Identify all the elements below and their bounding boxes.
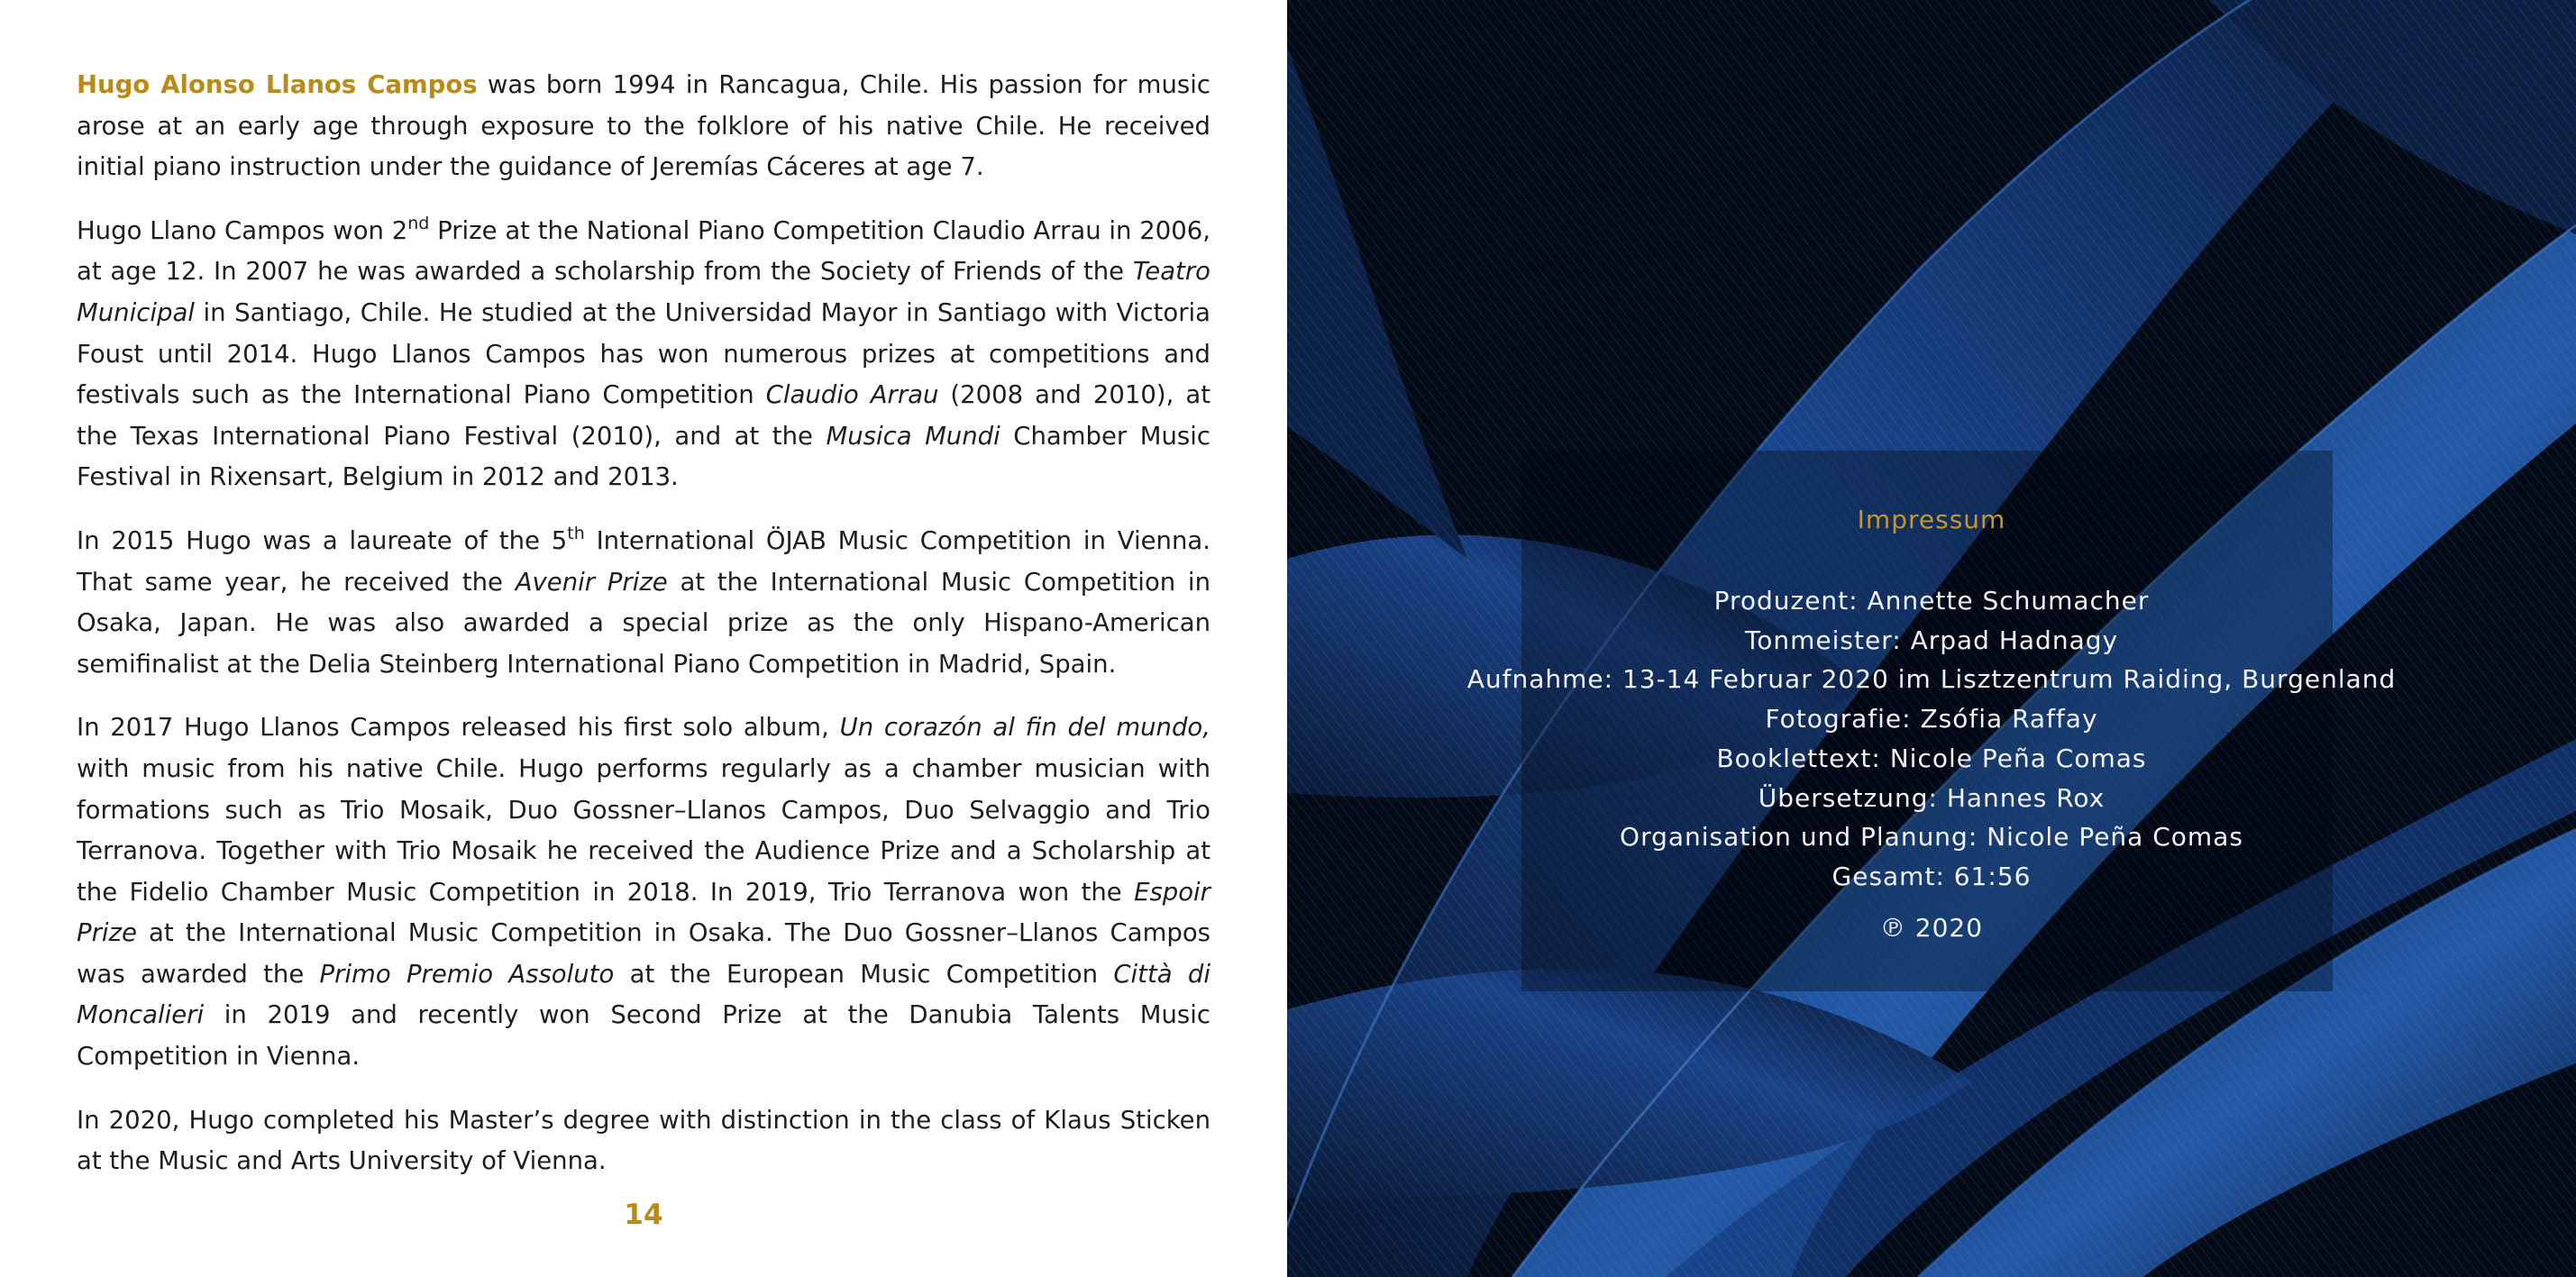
- text-segment: Prize at the National Piano Competition Claudio Arrau in 2006, at age 12. In 2007 he was awarded a scholarship from the Society of Friends of the: [77, 215, 1210, 287]
- text-segment: In 2017 Hugo Llanos Campos released his first solo album,: [77, 713, 840, 743]
- text-segment: Un corazón al fin del mundo,: [839, 713, 1210, 743]
- credits-list: [1287, 581, 2576, 897]
- text-segment: th: [567, 523, 585, 543]
- artist-name: Hugo Alonso Llanos Campos: [77, 70, 478, 99]
- text-segment: Musica Mundi: [826, 421, 1000, 451]
- left-page: [0, 0, 1287, 1277]
- biography-text: [77, 65, 1210, 1205]
- credit-line: Tonmeister: Arpad Hadnagy: [1744, 625, 2119, 655]
- text-segment: Hugo Llano Campos won 2: [77, 215, 408, 245]
- bio-paragraph: [77, 211, 1210, 498]
- bio-paragraph: [77, 1100, 1210, 1182]
- credit-line: Gesamt: 61:56: [1832, 861, 2032, 891]
- bio-paragraph: [77, 521, 1210, 685]
- right-page: [1287, 0, 2576, 1277]
- text-segment: with music from his native Chile. Hugo performs regularly as a chamber musician with formations such as Trio Mosaik, Duo Gossner–Llanos Campos, Duo Selvaggio and Trio Terranova. Together with Trio Mosaik he received the Audience Prize and a Scholarship at the Fidelio Chamber Music Competition in 2018. In 2019, Trio Terranova won the: [77, 753, 1210, 907]
- bio-paragraph: [77, 707, 1210, 1077]
- text-segment: Chamber Music Festival in Rixensart, Belgium in 2012 and 2013.: [77, 421, 1210, 492]
- impressum-block: [1287, 505, 2576, 947]
- bio-paragraph: [77, 65, 1210, 188]
- text-segment: at the European Music Competition: [614, 959, 1114, 989]
- text-segment: Avenir Prize: [515, 567, 668, 597]
- copyright-notice: ℗ 2020: [1879, 912, 1984, 943]
- credit-line: Fotografie: Zsófia Raffay: [1765, 704, 2098, 734]
- page-number: 14: [624, 1199, 663, 1231]
- text-segment: Espoir Prize: [77, 877, 1210, 948]
- text-segment: In 2015 Hugo was a laureate of the 5: [77, 525, 568, 555]
- text-segment: at the International Music Competition in Osaka. The Duo Gossner–Llanos Campos was awarded the: [77, 918, 1210, 989]
- text-segment: Teatro Municipal: [77, 257, 1210, 327]
- text-segment: Primo Premio Assoluto: [319, 959, 615, 989]
- text-segment: in Santiago, Chile. He studied at the Universidad Mayor in Santiago with Victoria Foust until 2014. Hugo Llanos Campos has won numerous prizes at competitions and festivals such as the International Piano Competition: [77, 297, 1210, 410]
- credit-line: Organisation und Planung: Nicole Peña Comas: [1620, 822, 2243, 853]
- text-segment: was born 1994 in Rancagua, Chile. His passion for music arose at an early age through exposure to the folklore of his native Chile. He received initial piano instruction under the guidance of Jeremías Cáceres at age 7.: [77, 70, 1210, 182]
- text-segment: nd: [407, 213, 430, 233]
- text-segment: International ÖJAB Music Competition in Vienna. That same year, he received the: [77, 525, 1210, 597]
- impressum-title: Impressum: [1857, 505, 2006, 534]
- text-segment: In 2020, Hugo completed his Master’s degree with distinction in the class of Klaus Sticken at the Music and Arts University of Vienna.: [77, 1105, 1210, 1176]
- text-segment: Città di Moncalieri: [77, 959, 1210, 1030]
- text-segment: (2008 and 2010), at the Texas International Piano Festival (2010), and at the: [77, 380, 1210, 451]
- credit-line: Übersetzung: Hannes Rox: [1758, 782, 2106, 813]
- text-segment: Claudio Arrau: [765, 380, 939, 410]
- text-segment: at the International Music Competition in Osaka, Japan. He was also awarded a special prize as the only Hispano-American semifinalist at the Delia Steinberg International Piano Competition in Madrid, Spain.: [77, 567, 1210, 679]
- credit-line: Booklettext: Nicole Peña Comas: [1716, 743, 2147, 773]
- credit-line: Aufnahme: 13-14 Februar 2020 im Lisztzentrum Raiding, Burgenland: [1466, 664, 2397, 695]
- text-segment: in 2019 and recently won Second Prize at the Danubia Talents Music Competition in Vienna.: [77, 1000, 1210, 1072]
- credit-line: Produzent: Annette Schumacher: [1713, 586, 2150, 616]
